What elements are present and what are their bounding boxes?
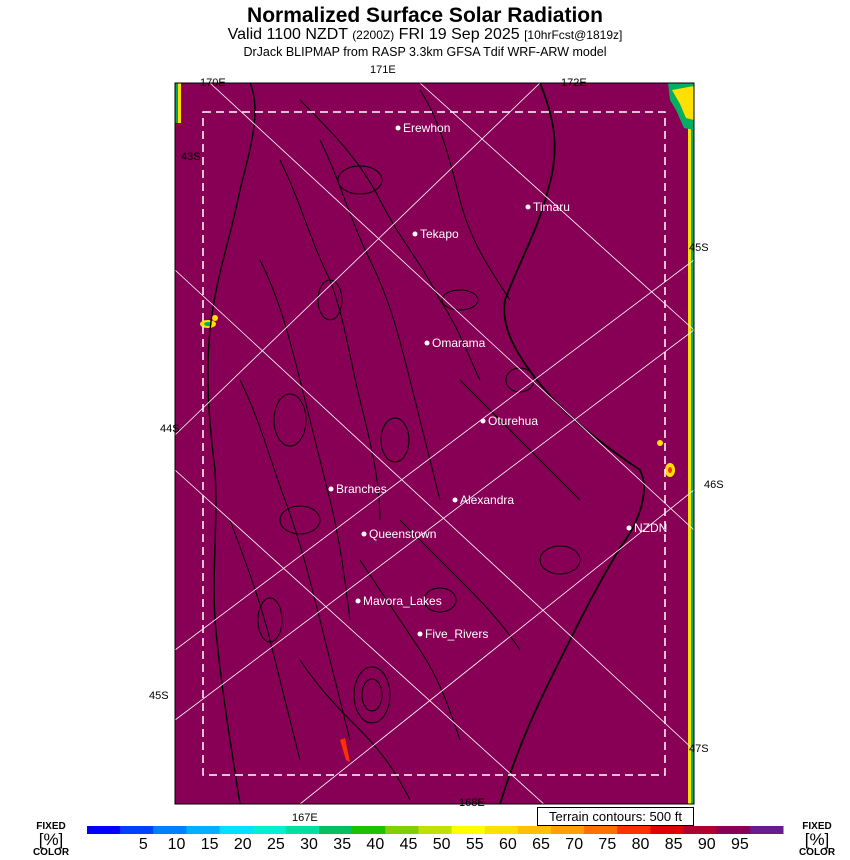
colorbar-swatch bbox=[551, 826, 585, 834]
colorbar-swatch bbox=[286, 826, 320, 834]
place-label-omarama: Omarama bbox=[432, 336, 486, 350]
colorbar-swatch bbox=[153, 826, 187, 834]
colorbar-tick-label: 55 bbox=[465, 836, 484, 853]
colorbar-swatch bbox=[319, 826, 353, 834]
fixed-left-label: FIXED bbox=[36, 821, 66, 832]
colorbar-swatch bbox=[650, 826, 684, 834]
colorbar-swatch bbox=[253, 826, 287, 834]
colorbar-swatch bbox=[220, 826, 254, 834]
colorbar-tick-label: 90 bbox=[697, 836, 716, 853]
colorbar-swatch bbox=[385, 826, 419, 834]
place-label-mavora-lakes: Mavora_Lakes bbox=[363, 594, 442, 608]
place-label-nzdn: NZDN bbox=[634, 521, 668, 535]
colorbar-swatch bbox=[518, 826, 552, 834]
forecast-info: [10hrFcst@1819z] bbox=[524, 28, 623, 42]
colorbar-tick-label: 30 bbox=[300, 836, 318, 853]
terrain-contour-note: Terrain contours: 500 ft bbox=[537, 807, 694, 826]
colorbar-tick-label: 40 bbox=[366, 836, 385, 853]
colorbar-tick-label: 85 bbox=[664, 836, 683, 853]
unit-right-label: [%] bbox=[804, 830, 830, 849]
valid-time-utc: (2200Z) bbox=[352, 28, 395, 42]
label-43s: 43S bbox=[181, 151, 201, 163]
color-right-label: COLOR bbox=[798, 847, 836, 858]
label-168e: 168E bbox=[459, 797, 485, 809]
valid-time-main: Valid 1100 NZDT bbox=[227, 26, 348, 43]
colorbar-swatch bbox=[684, 826, 718, 834]
place-label-erewhon: Erewhon bbox=[403, 121, 451, 135]
colorbar-swatch bbox=[186, 826, 220, 834]
label-167e: 167E bbox=[292, 812, 318, 824]
colorbar-tick-label: 25 bbox=[267, 836, 285, 853]
place-label-alexandra: Alexandra bbox=[460, 493, 515, 507]
colorbar-swatch bbox=[485, 826, 519, 834]
colorbar-swatch bbox=[750, 826, 784, 834]
colorbar-tick-label: 70 bbox=[565, 836, 584, 853]
color-left-label: COLOR bbox=[32, 847, 70, 858]
colorbar-tick-label: 60 bbox=[499, 836, 517, 853]
colorbar-tick-label: 35 bbox=[333, 836, 352, 853]
colorbar-swatch bbox=[452, 826, 486, 834]
colorbar-tick-label: 95 bbox=[731, 836, 749, 853]
label-44s: 44S bbox=[160, 423, 180, 435]
valid-date: FRI 19 Sep 2025 bbox=[398, 26, 520, 43]
colorbar-fixed-left bbox=[28, 822, 74, 858]
colorbar-swatch bbox=[717, 826, 751, 834]
model-description: DrJack BLIPMAP from RASP 3.3km GFSA Tdif WRF-ARW model bbox=[243, 45, 607, 59]
place-label-oturehua: Oturehua bbox=[488, 414, 539, 428]
label-45s-right: 45S bbox=[689, 242, 709, 254]
colorbar-tick-label: 20 bbox=[233, 836, 252, 853]
unit-left-label: [%] bbox=[38, 830, 64, 849]
place-label-branches: Branches bbox=[336, 482, 387, 496]
colorbar-swatch bbox=[352, 826, 386, 834]
colorbar-tick-label: 15 bbox=[200, 836, 219, 853]
place-label-queenstown: Queenstown bbox=[369, 527, 437, 541]
colorbar-tick-label: 75 bbox=[598, 836, 617, 853]
colorbar-swatch bbox=[584, 826, 618, 834]
map-title: Normalized Surface Solar Radiation bbox=[247, 4, 603, 27]
colorbar-tick-label: 65 bbox=[532, 836, 550, 853]
place-label-tekapo: Tekapo bbox=[420, 227, 459, 241]
label-171e: 171E bbox=[370, 64, 396, 76]
label-47s: 47S bbox=[689, 743, 709, 755]
colorbar-swatch bbox=[120, 826, 154, 834]
colorbar-swatch bbox=[617, 826, 651, 834]
place-label-five-rivers: Five_Rivers bbox=[425, 627, 489, 641]
colorbar-swatch bbox=[418, 826, 452, 834]
colorbar-tick-label: 80 bbox=[631, 836, 650, 853]
colorbar-tick-label: 10 bbox=[167, 836, 186, 853]
colorbar-tick-label: 5 bbox=[138, 836, 148, 853]
label-46s: 46S bbox=[704, 479, 724, 491]
label-45s-left: 45S bbox=[149, 690, 169, 702]
colorbar-tick-label: 50 bbox=[432, 836, 451, 853]
colorbar-swatch bbox=[87, 826, 121, 834]
label-172e: 172E bbox=[561, 77, 587, 89]
fixed-right-label: FIXED bbox=[802, 821, 832, 832]
label-170e: 170E bbox=[200, 77, 226, 89]
colorbar-fixed-right bbox=[794, 822, 840, 858]
place-label-timaru: Timaru bbox=[533, 200, 570, 214]
colorbar-tick-label: 45 bbox=[399, 836, 418, 853]
